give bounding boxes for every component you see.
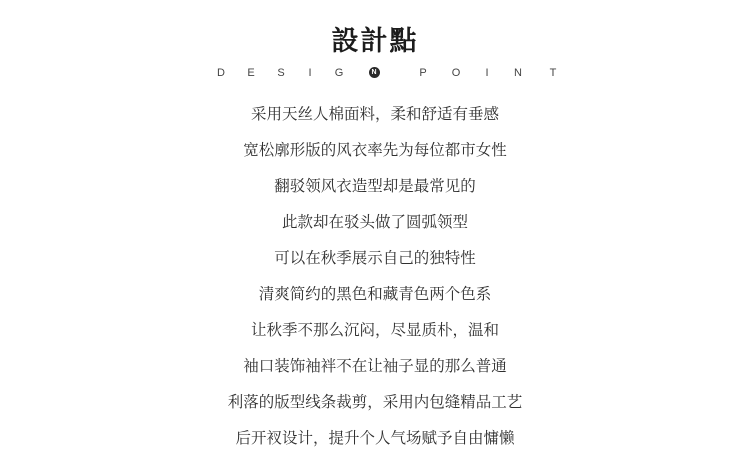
subtitle-letter: E <box>247 67 255 79</box>
subtitle-letter: I <box>308 67 312 79</box>
description-line: 宽松廓形版的风衣率先为每位都市女性 <box>243 141 507 159</box>
description-line: 利落的版型线条裁剪，采用内包缝精品工艺 <box>227 393 523 411</box>
subtitle-letter: T <box>549 67 557 79</box>
description-line: 袖口装饰袖袢不在让袖子显的那么普通 <box>243 357 507 375</box>
subtitle-letter: P <box>419 67 427 79</box>
description-line: 让秋季不那么沉闷，尽显质朴，温和 <box>250 321 499 339</box>
subtitle-letter-circled: N <box>369 67 380 78</box>
description-line: 此款却在驳头做了圆弧领型 <box>281 213 468 231</box>
description-line: 可以在秋季展示自己的独特性 <box>274 249 476 267</box>
subtitle-letter: N <box>514 67 522 79</box>
subtitle-letter: I <box>485 67 489 79</box>
design-point-subtitle <box>0 65 750 81</box>
subtitle-letter: D <box>217 67 225 79</box>
subtitle-letter: G <box>334 67 344 79</box>
description-line: 采用天丝人棉面料，柔和舒适有垂感 <box>250 105 499 123</box>
description-line: 翻驳领风衣造型却是最常见的 <box>274 177 476 195</box>
description-line: 清爽简约的黑色和藏青色两个色系 <box>258 285 492 303</box>
description-line: 后开衩设计，提升个人气场赋予自由慵懒 <box>235 429 515 447</box>
description-lines <box>0 100 750 460</box>
subtitle-letter: S <box>277 67 285 79</box>
page-title: 設計點 <box>331 26 419 57</box>
subtitle-letter: O <box>451 67 461 79</box>
